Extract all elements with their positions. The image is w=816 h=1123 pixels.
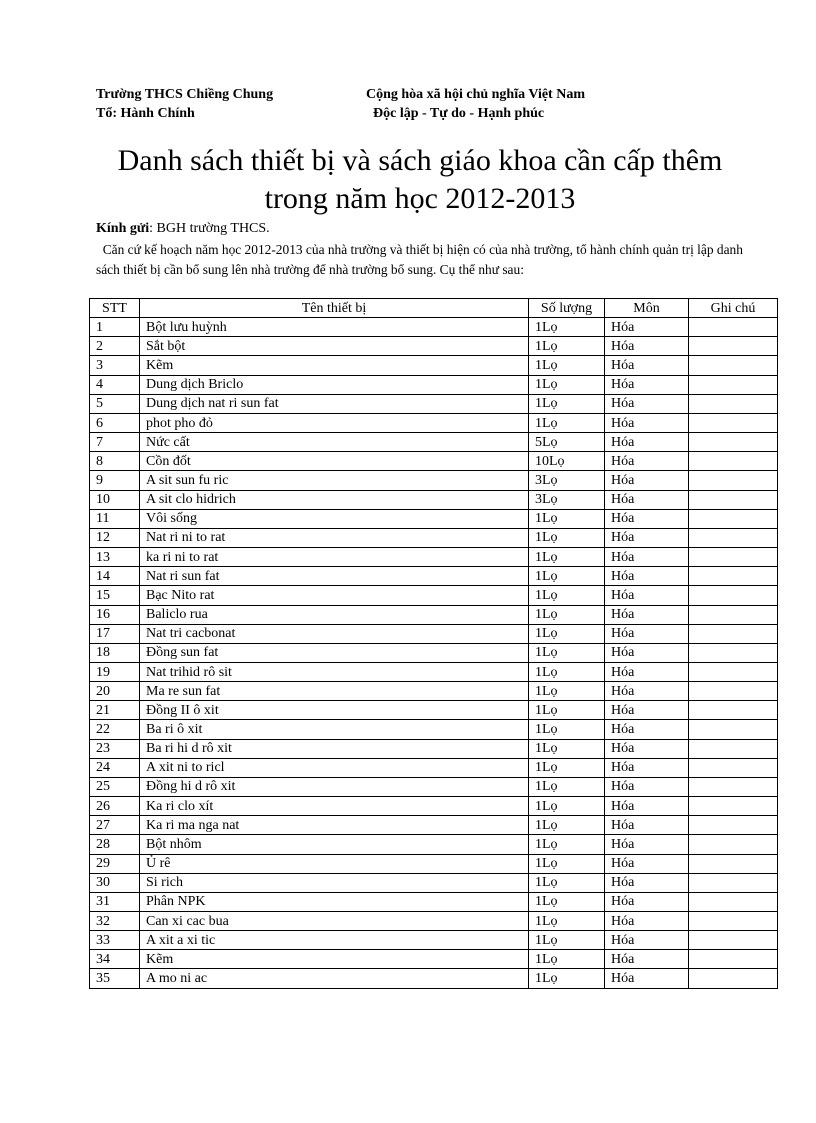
cell-stt: 7 (90, 433, 140, 452)
cell-quantity: 1Lọ (529, 318, 605, 337)
cell-name: Kẽm (140, 950, 529, 969)
cell-subject: Hóa (605, 950, 689, 969)
cell-name: Baliclo rua (140, 605, 529, 624)
cell-quantity: 1Lọ (529, 950, 605, 969)
cell-quantity: 1Lọ (529, 912, 605, 931)
cell-note (689, 816, 778, 835)
cell-stt: 24 (90, 758, 140, 777)
title-line-1: Danh sách thiết bị và sách giáo khoa cần cấp thêm (117, 144, 723, 177)
cell-subject: Hóa (605, 433, 689, 452)
nation-name: Cộng hòa xã hội chủ nghĩa Việt Nam (366, 87, 585, 102)
cell-subject: Hóa (605, 490, 689, 509)
title-line-2: trong năm học 2012-2013 (264, 182, 576, 215)
table-row (90, 375, 778, 394)
cell-name: Đồng hi d rô xit (140, 777, 529, 796)
cell-quantity: 10Lọ (529, 452, 605, 471)
cell-stt: 22 (90, 720, 140, 739)
cell-stt: 31 (90, 892, 140, 911)
table-row (90, 758, 778, 777)
cell-quantity: 1Lọ (529, 854, 605, 873)
cell-stt: 5 (90, 394, 140, 413)
cell-subject: Hóa (605, 777, 689, 796)
cell-quantity: 1Lọ (529, 892, 605, 911)
cell-subject: Hóa (605, 643, 689, 662)
cell-name: Đồng II ô xit (140, 701, 529, 720)
cell-stt: 30 (90, 873, 140, 892)
cell-name: Bột nhôm (140, 835, 529, 854)
table-row (90, 701, 778, 720)
cell-name: Bột lưu huỳnh (140, 318, 529, 337)
header-quantity: Số lượng (529, 299, 605, 318)
table-row (90, 950, 778, 969)
cell-quantity: 1Lọ (529, 835, 605, 854)
cell-note (689, 797, 778, 816)
cell-note (689, 835, 778, 854)
cell-stt: 21 (90, 701, 140, 720)
school-name: Trường THCS Chiềng Chung (96, 87, 274, 102)
cell-name: A mo ni ac (140, 969, 529, 988)
cell-stt: 3 (90, 356, 140, 375)
table-row (90, 586, 778, 605)
table-row (90, 567, 778, 586)
cell-quantity: 1Lọ (529, 701, 605, 720)
cell-stt: 33 (90, 931, 140, 950)
cell-stt: 1 (90, 318, 140, 337)
cell-note (689, 912, 778, 931)
header-note: Ghi chú (689, 299, 778, 318)
cell-stt: 19 (90, 662, 140, 681)
cell-stt: 35 (90, 969, 140, 988)
cell-name: Nức cất (140, 433, 529, 452)
cell-name: Kẽm (140, 356, 529, 375)
table-row (90, 643, 778, 662)
cell-subject: Hóa (605, 854, 689, 873)
cell-quantity: 3Lọ (529, 490, 605, 509)
cell-subject: Hóa (605, 816, 689, 835)
cell-quantity: 1Lọ (529, 509, 605, 528)
cell-note (689, 356, 778, 375)
national-header (366, 85, 585, 123)
cell-quantity: 1Lọ (529, 356, 605, 375)
table-row (90, 471, 778, 490)
cell-subject: Hóa (605, 969, 689, 988)
table-row (90, 797, 778, 816)
cell-subject: Hóa (605, 452, 689, 471)
cell-note (689, 490, 778, 509)
table-row (90, 912, 778, 931)
cell-note (689, 433, 778, 452)
cell-quantity: 1Lọ (529, 567, 605, 586)
cell-quantity: 1Lọ (529, 528, 605, 547)
cell-name: Ka ri ma nga nat (140, 816, 529, 835)
table-row (90, 548, 778, 567)
cell-quantity: 1Lọ (529, 375, 605, 394)
table-row (90, 624, 778, 643)
cell-subject: Hóa (605, 394, 689, 413)
cell-note (689, 854, 778, 873)
cell-subject: Hóa (605, 471, 689, 490)
cell-note (689, 548, 778, 567)
cell-name: phot pho đỏ (140, 413, 529, 432)
cell-quantity: 1Lọ (529, 931, 605, 950)
cell-stt: 10 (90, 490, 140, 509)
cell-stt: 9 (90, 471, 140, 490)
cell-note (689, 969, 778, 988)
cell-stt: 16 (90, 605, 140, 624)
cell-stt: 4 (90, 375, 140, 394)
cell-subject: Hóa (605, 682, 689, 701)
table-row (90, 739, 778, 758)
table-row (90, 490, 778, 509)
cell-name: Sắt bột (140, 337, 529, 356)
cell-name: Nat ri ni to rat (140, 528, 529, 547)
cell-name: Nat trihid rô sit (140, 662, 529, 681)
cell-note (689, 873, 778, 892)
cell-quantity: 3Lọ (529, 471, 605, 490)
cell-name: Nat ri sun fat (140, 567, 529, 586)
cell-note (689, 624, 778, 643)
cell-note (689, 931, 778, 950)
cell-quantity: 1Lọ (529, 682, 605, 701)
cell-subject: Hóa (605, 605, 689, 624)
cell-name: A xit a xi tic (140, 931, 529, 950)
cell-quantity: 1Lọ (529, 816, 605, 835)
recipient-value: : BGH trường THCS. (149, 221, 270, 236)
cell-note (689, 739, 778, 758)
cell-stt: 15 (90, 586, 140, 605)
cell-quantity: 1Lọ (529, 662, 605, 681)
cell-name: Nat tri cacbonat (140, 624, 529, 643)
cell-stt: 6 (90, 413, 140, 432)
cell-quantity: 1Lọ (529, 969, 605, 988)
cell-stt: 23 (90, 739, 140, 758)
cell-name: Phân NPK (140, 892, 529, 911)
table-row (90, 931, 778, 950)
cell-name: Si rich (140, 873, 529, 892)
table-row (90, 605, 778, 624)
cell-stt: 8 (90, 452, 140, 471)
table-row (90, 682, 778, 701)
cell-subject: Hóa (605, 892, 689, 911)
cell-quantity: 1Lọ (529, 758, 605, 777)
cell-subject: Hóa (605, 528, 689, 547)
table-row (90, 452, 778, 471)
cell-name: A sit sun fu ric (140, 471, 529, 490)
national-motto: Độc lập - Tự do - Hạnh phúc (373, 106, 545, 121)
header-subject: Môn (605, 299, 689, 318)
cell-stt: 25 (90, 777, 140, 796)
cell-note (689, 758, 778, 777)
cell-note (689, 509, 778, 528)
cell-quantity: 5Lọ (529, 433, 605, 452)
cell-subject: Hóa (605, 912, 689, 931)
cell-stt: 34 (90, 950, 140, 969)
table-row (90, 433, 778, 452)
cell-name: Ka ri clo xít (140, 797, 529, 816)
cell-name: Can xi cac bua (140, 912, 529, 931)
table-row (90, 969, 778, 988)
table-row (90, 509, 778, 528)
document-title (60, 142, 780, 218)
cell-quantity: 1Lọ (529, 624, 605, 643)
cell-stt: 20 (90, 682, 140, 701)
school-header (96, 85, 273, 123)
cell-subject: Hóa (605, 375, 689, 394)
cell-name: A xit ni to ricl (140, 758, 529, 777)
table-row (90, 892, 778, 911)
cell-note (689, 605, 778, 624)
cell-subject: Hóa (605, 739, 689, 758)
cell-subject: Hóa (605, 413, 689, 432)
cell-stt: 29 (90, 854, 140, 873)
cell-quantity: 1Lọ (529, 605, 605, 624)
cell-name: Dung dịch Briclo (140, 375, 529, 394)
table-row (90, 528, 778, 547)
equipment-table (89, 298, 778, 989)
cell-name: Bạc Nito rat (140, 586, 529, 605)
cell-name: Đồng sun fat (140, 643, 529, 662)
table-row (90, 356, 778, 375)
cell-note (689, 452, 778, 471)
recipient-line (96, 220, 270, 238)
cell-note (689, 413, 778, 432)
table-row (90, 777, 778, 796)
cell-note (689, 337, 778, 356)
cell-quantity: 1Lọ (529, 586, 605, 605)
table-row (90, 337, 778, 356)
cell-quantity: 1Lọ (529, 797, 605, 816)
cell-note (689, 662, 778, 681)
table-row (90, 662, 778, 681)
table-row (90, 873, 778, 892)
cell-quantity: 1Lọ (529, 643, 605, 662)
cell-note (689, 586, 778, 605)
cell-subject: Hóa (605, 758, 689, 777)
cell-stt: 11 (90, 509, 140, 528)
table-row (90, 413, 778, 432)
cell-stt: 13 (90, 548, 140, 567)
cell-quantity: 1Lọ (529, 873, 605, 892)
cell-subject: Hóa (605, 720, 689, 739)
cell-name: Vôi sống (140, 509, 529, 528)
cell-quantity: 1Lọ (529, 720, 605, 739)
cell-note (689, 643, 778, 662)
cell-quantity: 1Lọ (529, 394, 605, 413)
cell-stt: 32 (90, 912, 140, 931)
cell-name: Ma re sun fat (140, 682, 529, 701)
cell-quantity: 1Lọ (529, 413, 605, 432)
cell-note (689, 720, 778, 739)
department-name: Tổ: Hành Chính (96, 106, 195, 121)
table-row (90, 318, 778, 337)
cell-note (689, 567, 778, 586)
cell-subject: Hóa (605, 835, 689, 854)
cell-stt: 14 (90, 567, 140, 586)
cell-stt: 2 (90, 337, 140, 356)
table-row (90, 854, 778, 873)
table-row (90, 835, 778, 854)
cell-name: Ba ri hi d rô xit (140, 739, 529, 758)
recipient-label: Kính gửi (96, 221, 150, 236)
table-row (90, 816, 778, 835)
cell-quantity: 1Lọ (529, 739, 605, 758)
cell-stt: 27 (90, 816, 140, 835)
cell-name: ka ri ni to rat (140, 548, 529, 567)
cell-subject: Hóa (605, 356, 689, 375)
cell-name: Ba ri ô xit (140, 720, 529, 739)
table-row (90, 394, 778, 413)
cell-quantity: 1Lọ (529, 777, 605, 796)
cell-subject: Hóa (605, 931, 689, 950)
cell-subject: Hóa (605, 337, 689, 356)
cell-name: Ủ rê (140, 854, 529, 873)
cell-stt: 18 (90, 643, 140, 662)
cell-subject: Hóa (605, 548, 689, 567)
cell-subject: Hóa (605, 509, 689, 528)
intro-text: Căn cứ kế hoạch năm học 2012-2013 của nhà trường và thiết bị hiện có của nhà trường, tổ hành chính quản trị lập danh sách thiết bị cần bổ sung lên nhà trường để nhà trường bổ sung. Cụ thể như sau: (96, 242, 743, 277)
table-row (90, 720, 778, 739)
header-stt: STT (90, 299, 140, 318)
cell-quantity: 1Lọ (529, 337, 605, 356)
table-header-row (90, 299, 778, 318)
cell-note (689, 375, 778, 394)
cell-subject: Hóa (605, 701, 689, 720)
cell-note (689, 892, 778, 911)
cell-name: Cồn đốt (140, 452, 529, 471)
cell-subject: Hóa (605, 873, 689, 892)
cell-subject: Hóa (605, 567, 689, 586)
cell-quantity: 1Lọ (529, 548, 605, 567)
header-name: Tên thiết bị (140, 299, 529, 318)
cell-note (689, 701, 778, 720)
cell-stt: 17 (90, 624, 140, 643)
cell-note (689, 950, 778, 969)
cell-note (689, 318, 778, 337)
cell-subject: Hóa (605, 797, 689, 816)
cell-name: Dung dịch nat ri sun fat (140, 394, 529, 413)
cell-note (689, 394, 778, 413)
cell-subject: Hóa (605, 318, 689, 337)
cell-stt: 12 (90, 528, 140, 547)
cell-note (689, 777, 778, 796)
cell-stt: 26 (90, 797, 140, 816)
cell-note (689, 471, 778, 490)
cell-subject: Hóa (605, 586, 689, 605)
cell-note (689, 528, 778, 547)
cell-name: A sit clo hidrich (140, 490, 529, 509)
cell-subject: Hóa (605, 662, 689, 681)
cell-stt: 28 (90, 835, 140, 854)
cell-note (689, 682, 778, 701)
intro-paragraph (96, 240, 764, 280)
cell-subject: Hóa (605, 624, 689, 643)
